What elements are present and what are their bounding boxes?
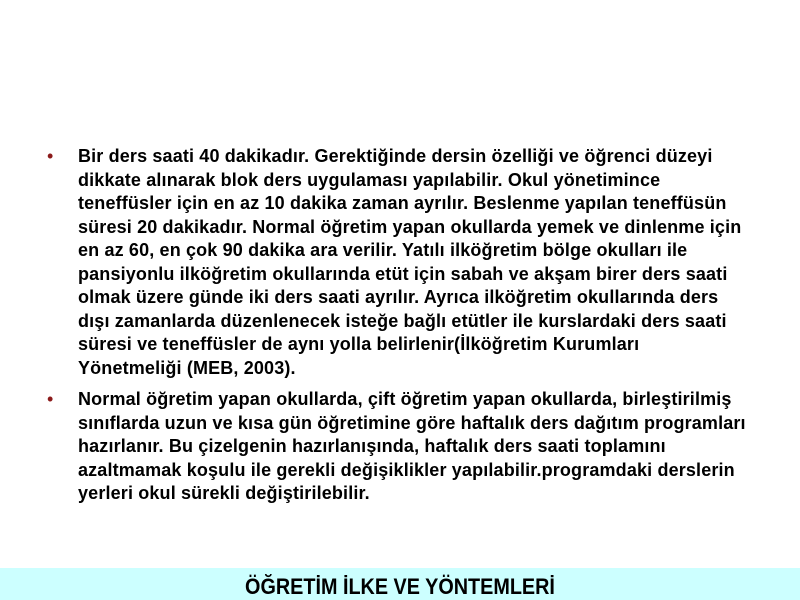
bullet-item-1 bbox=[46, 145, 746, 380]
slide-content bbox=[46, 145, 746, 568]
bullet-text-1: Bir ders saati 40 dakikadır. Gerektiğinde dersin özelliği ve öğrenci düzeyi dikkate alınarak blok ders uygulaması yapılabilir. Okul yönetimince teneffüsler için en az 10 dakika zaman ayrılır. Beslenme yapılan teneffüsün süresi 20 dakikadır. Normal öğretim yapan okullarda yemek ve dinlenme için en az 60, en çok 90 dakika ara verilir. Yatılı ilköğretim bölge okulları ile pansiyonlu ilköğretim okullarında etüt için sabah ve akşam birer ders saati olmak üzere günde iki ders saati ayrılır. Ayrıca ilköğretim okullarında ders dışı zamanlarda düzenlenecek isteğe bağlı etütler ile kurslardaki ders saati süresi ve teneffüsler de aynı yolla belirlenir(İlköğretim Kurumları Yönetmeliği (MEB, 2003). bbox=[78, 146, 742, 378]
footer-bar bbox=[0, 568, 800, 600]
bullet-icon: • bbox=[47, 389, 54, 409]
footer-title: ÖĞRETİM İLKE VE YÖNTEMLERİ bbox=[245, 574, 555, 599]
bullet-icon: • bbox=[47, 146, 54, 166]
bullet-list bbox=[46, 145, 746, 506]
bullet-text-2: Normal öğretim yapan okullarda, çift öğretim yapan okullarda, birleştirilmiş sınıflarda uzun ve kısa gün öğretimine göre haftalık ders dağıtım programları hazırlanır. Bu çizelgenin hazırlanışında, haftalık ders saati toplamını azaltmamak koşulu ile gerekli değişiklikler yapılabilir.programdaki derslerin yerleri okul sürekli değiştirilebilir. bbox=[78, 389, 746, 503]
bullet-item-2 bbox=[46, 388, 746, 506]
